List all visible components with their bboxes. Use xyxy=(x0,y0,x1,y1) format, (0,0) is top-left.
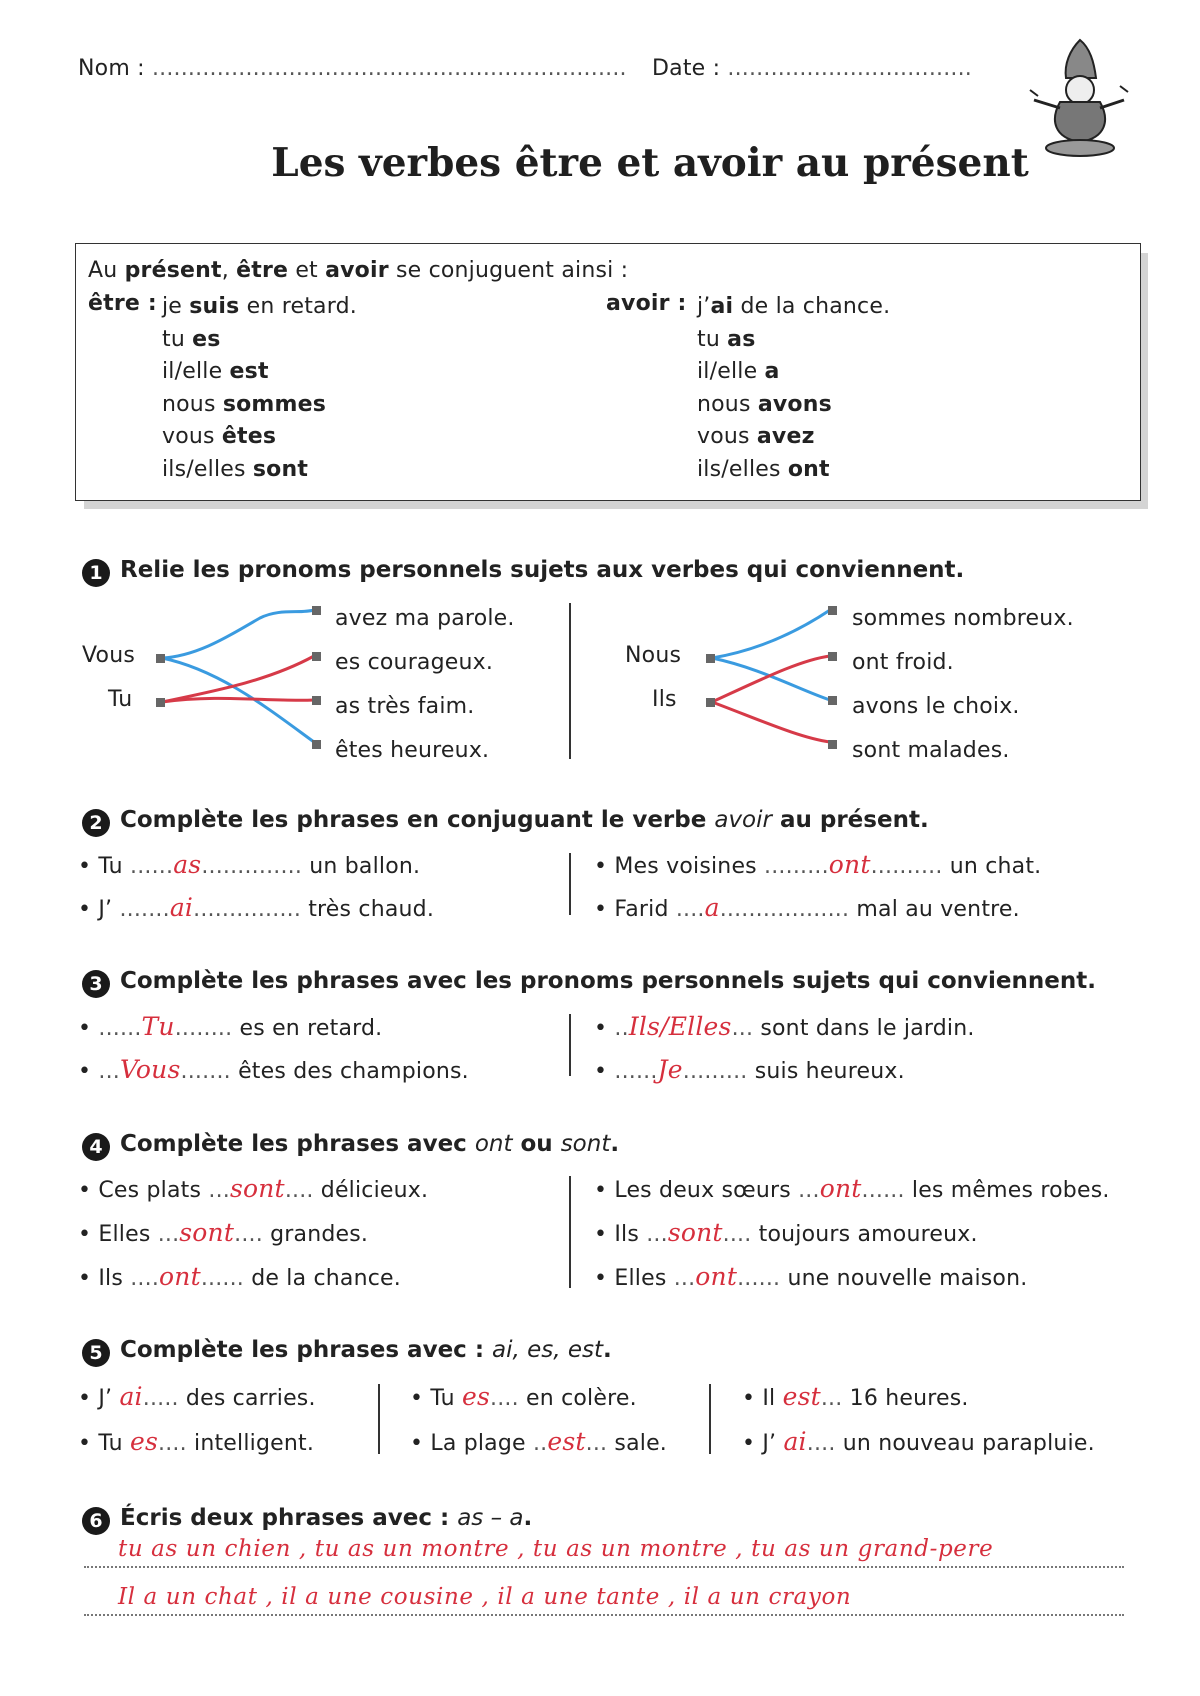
line-nous-sommes xyxy=(712,610,830,658)
column-divider xyxy=(378,1384,380,1454)
ex4-number-icon: 4 xyxy=(82,1133,110,1161)
ex4-heading: 4 Complète les phrases avec ont ou sont. xyxy=(82,1131,619,1161)
etre-label: être : xyxy=(88,291,157,316)
etre-row: je suis en retard. xyxy=(162,294,357,319)
ex2-number-icon: 2 xyxy=(82,809,110,837)
ex5-item: • Il est... 16 heures. xyxy=(742,1382,969,1411)
name-label: Nom : xyxy=(78,56,145,81)
bullet-square xyxy=(828,696,837,705)
line-tu-as xyxy=(162,698,314,702)
avoir-conjugation xyxy=(697,291,890,487)
ex5-item: • Tu es.... intelligent. xyxy=(78,1427,315,1456)
page-title: Les verbes être et avoir au présent xyxy=(271,140,1029,186)
ex6-number-icon: 6 xyxy=(82,1507,110,1535)
ex4-item: • Ils ....ont...... de la chance. xyxy=(78,1262,401,1291)
pronoun-tu: Tu xyxy=(108,687,133,712)
ex5-item: • La plage ..est... sale. xyxy=(410,1427,667,1456)
answer-line-1: tu as un chien , tu as un montre , tu as un montre , tu as un grand-pere xyxy=(118,1536,994,1562)
bullet-square xyxy=(156,654,165,663)
column-divider xyxy=(569,853,571,915)
ex5-heading: 5 Complète les phrases avec : ai, es, est. xyxy=(82,1337,612,1367)
writing-line xyxy=(84,1614,1124,1616)
pronoun-vous: Vous xyxy=(82,643,136,668)
pronoun-ils: Ils xyxy=(652,687,677,712)
bullet-square xyxy=(828,606,837,615)
etre-row: il/elle est xyxy=(162,359,269,385)
avoir-row: ils/elles ont xyxy=(697,456,830,482)
line-ils-sont xyxy=(712,702,830,742)
ex3-item: • ......Je......... suis heureux. xyxy=(594,1055,905,1084)
writing-line xyxy=(84,1566,1124,1568)
ex5-number-icon: 5 xyxy=(82,1339,110,1367)
column-divider xyxy=(569,603,571,759)
column-divider xyxy=(569,1176,571,1288)
bullet-square xyxy=(706,698,715,707)
bullet-square xyxy=(312,696,321,705)
bullet-square xyxy=(312,740,321,749)
date-field xyxy=(652,56,972,81)
ex3-item: • ..Ils/Elles... sont dans le jardin. xyxy=(594,1012,975,1041)
ex2-item: • Farid ....a.................. mal au ventre. xyxy=(594,893,1020,922)
avoir-row: j’ai de la chance. xyxy=(697,294,891,319)
column-divider xyxy=(569,1014,571,1076)
avoir-row: nous avons xyxy=(697,391,832,417)
ex1-right-verbs: sommes nombreux. ont froid. avons le choix. sont malades. xyxy=(852,606,1074,763)
etre-row: nous sommes xyxy=(162,391,327,417)
bullet-square xyxy=(828,740,837,749)
avoir-row: tu as xyxy=(697,326,756,352)
ex4-item: • Les deux sœurs ...ont...... les mêmes robes. xyxy=(594,1174,1110,1203)
ex3-item: • ......Tu........ es en retard. xyxy=(78,1012,383,1041)
bullet-square xyxy=(156,698,165,707)
ex4-item: • Elles ...sont.... grandes. xyxy=(78,1218,369,1247)
ex4-item: • Ils ...sont.... toujours amoureux. xyxy=(594,1218,978,1247)
line-vous-avez xyxy=(162,610,314,658)
ex2-item: • J’ .......ai............... très chaud. xyxy=(78,893,435,922)
bullet-square xyxy=(312,606,321,615)
ex4-item: • Elles ...ont...... une nouvelle maison. xyxy=(594,1262,1028,1291)
avoir-row: vous avez xyxy=(697,424,815,450)
name-field xyxy=(78,56,627,81)
etre-row: vous êtes xyxy=(162,424,277,450)
avoir-row: il/elle a xyxy=(697,359,780,385)
answer-line-2: Il a un chat , il a une cousine , il a une tante , il a un crayon xyxy=(118,1584,852,1610)
date-dots: .................................. xyxy=(727,56,972,81)
avoir-label: avoir : xyxy=(606,291,687,316)
ex1-left-verbs: avez ma parole. es courageux. as très faim. êtes heureux. xyxy=(335,606,515,763)
name-dots: .................................................................. xyxy=(151,56,627,81)
etre-row: tu es xyxy=(162,326,221,352)
ex5-item: • Tu es.... en colère. xyxy=(410,1382,637,1411)
ex5-item: • J’ ai.... un nouveau parapluie. xyxy=(742,1427,1095,1456)
rule-intro: Au présent, être et avoir se conjuguent ainsi : xyxy=(88,258,629,283)
ex2-item: • Tu ......as.............. un ballon. xyxy=(78,850,421,879)
ex3-heading: 3 Complète les phrases avec les pronoms personnels sujets qui conviennent. xyxy=(82,968,1096,998)
ex3-number-icon: 3 xyxy=(82,970,110,998)
bullet-square xyxy=(312,652,321,661)
ex6-heading: 6 Écris deux phrases avec : as – a. xyxy=(82,1505,532,1535)
ex2-item: • Mes voisines .........ont.......... un chat. xyxy=(594,850,1042,879)
ex3-item: • ...Vous....... êtes des champions. xyxy=(78,1055,469,1084)
column-divider xyxy=(709,1384,711,1454)
ex1-number-icon: 1 xyxy=(82,559,110,587)
pronoun-nous: Nous xyxy=(625,643,682,668)
bullet-square xyxy=(828,652,837,661)
ex5-item: • J’ ai..... des carries. xyxy=(78,1382,316,1411)
ex2-heading: 2 Complète les phrases en conjuguant le verbe avoir au présent. xyxy=(82,807,929,837)
ex4-item: • Ces plats ...sont.... délicieux. xyxy=(78,1174,429,1203)
bullet-square xyxy=(706,654,715,663)
ex1-heading: 1 Relie les pronoms personnels sujets aux verbes qui conviennent. xyxy=(82,557,964,587)
etre-row: ils/elles sont xyxy=(162,456,309,482)
date-label: Date : xyxy=(652,56,721,81)
etre-conjugation xyxy=(162,291,357,487)
